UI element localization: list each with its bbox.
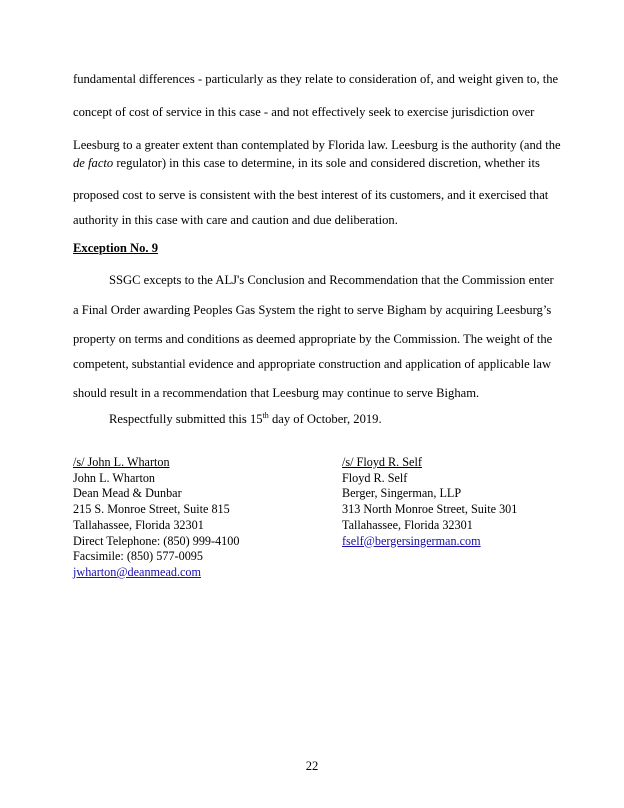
signature-block-left — [73, 455, 239, 581]
attorney-name: Floyd R. Self — [342, 470, 408, 485]
email-link[interactable]: fself@bergersingerman.com — [342, 533, 481, 548]
email-link[interactable]: jwharton@deanmead.com — [73, 564, 201, 579]
signature-line: /s/ Floyd R. Self — [342, 455, 422, 469]
body-line: authority in this case with care and caution and due deliberation. — [73, 213, 398, 227]
body-line: Leesburg to a greater extent than contemplated by Florida law. Leesburg is the authority (and the — [73, 138, 561, 152]
street-address: 215 S. Monroe Street, Suite 815 — [73, 502, 230, 517]
fax: Facsimile: (850) 577-0095 — [73, 549, 203, 564]
body-line: competent, substantial evidence and appropriate construction and application of applicable law — [73, 357, 552, 371]
signature-block-right — [342, 455, 517, 549]
section-heading: Exception No. 9 — [73, 241, 159, 255]
italic-term: de facto — [73, 156, 114, 170]
body-line — [73, 155, 540, 171]
city-address: Tallahassee, Florida 32301 — [342, 517, 473, 532]
body-line: property on terms and conditions as deemed appropriate by the Commission. The weight of the — [73, 332, 553, 346]
firm-name: Dean Mead & Dunbar — [73, 486, 182, 501]
body-line: fundamental differences - particularly as they relate to consideration of, and weight given to, the — [73, 72, 559, 86]
closing-text: day of October, 2019. — [268, 412, 382, 426]
body-line: should result in a recommendation that Leesburg may continue to serve Bigham. — [73, 386, 480, 400]
page-number: 22 — [305, 759, 319, 773]
body-text: regulator) in this case to determine, in its sole and considered discretion, whether its — [113, 156, 540, 170]
closing-line — [109, 411, 382, 427]
closing-text: Respectfully submitted this 15 — [109, 412, 263, 426]
attorney-name: John L. Wharton — [73, 470, 156, 485]
street-address: 313 North Monroe Street, Suite 301 — [342, 502, 518, 517]
body-line: proposed cost to serve is consistent with the best interest of its customers, and it exercised that — [73, 188, 549, 202]
firm-name: Berger, Singerman, LLP — [342, 486, 462, 501]
phone: Direct Telephone: (850) 999-4100 — [73, 533, 240, 548]
ordinal-suffix: th — [262, 410, 269, 420]
body-line: concept of cost of service in this case - and not effectively seek to exercise jurisdiction over — [73, 105, 535, 119]
body-line: SSGC excepts to the ALJ's Conclusion and Recommendation that the Commission enter — [109, 273, 554, 287]
city-address: Tallahassee, Florida 32301 — [73, 517, 204, 532]
signature-line: /s/ John L. Wharton — [73, 455, 170, 469]
body-line: a Final Order awarding Peoples Gas System the right to serve Bigham by acquiring Leesburg’s — [73, 303, 552, 317]
